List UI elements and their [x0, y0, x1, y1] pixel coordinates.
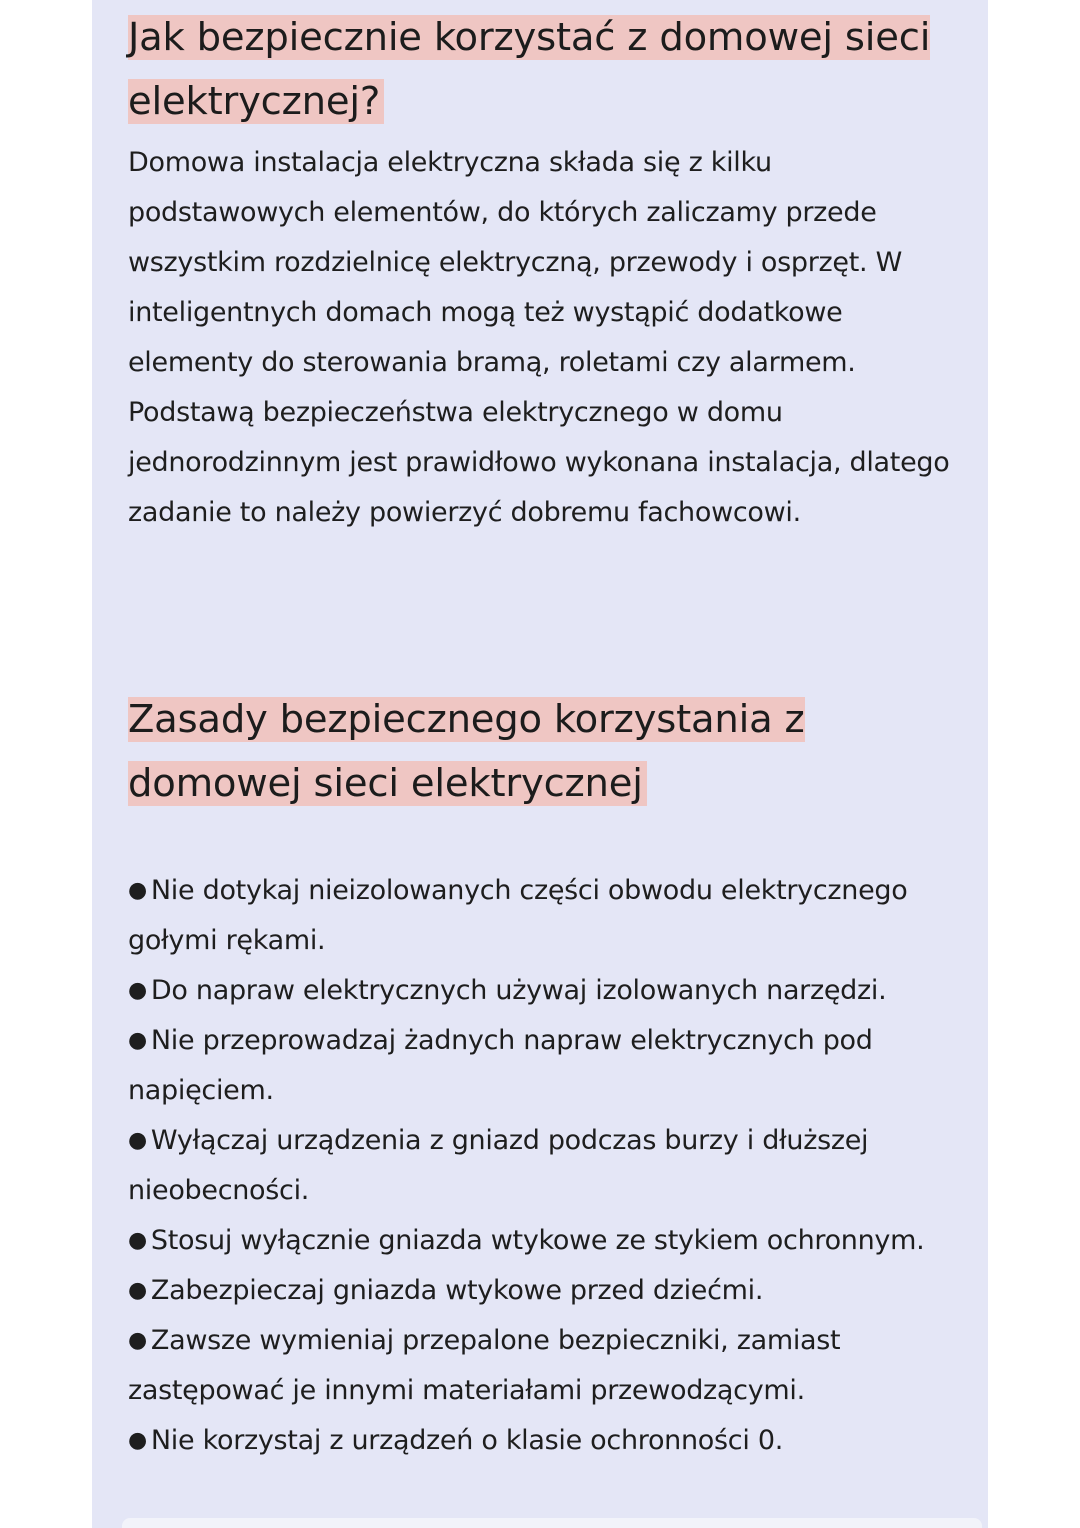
bullet-icon: ●	[128, 878, 147, 903]
list-item: ● Nie korzystaj z urządzeń o klasie ochronności 0.	[128, 1425, 783, 1456]
heading-highlight: Jak bezpiecznie korzystać z domowej sieci elektrycznej?	[128, 15, 931, 124]
intro-paragraph: Domowa instalacja elektryczna składa się z kilku podstawowych elementów, do których zaliczamy przede wszystkim rozdzielnicę elektryczną, przewody i osprzęt. W inteligentnych domach mogą też wystąpić dodatkowe elementy do sterowania bramą, roletami czy alarmem. Podstawą bezpieczeństwa elektrycznego w domu jednorodzinnym jest prawidłowo wykonana instalacja, dlatego zadanie to należy powierzyć dobremu fachowcowi.	[128, 147, 950, 528]
bullet-icon: ●	[128, 1228, 147, 1253]
list-item: ● Nie dotykaj nieizolowanych części obwodu elektrycznego gołymi rękami.	[128, 875, 908, 956]
bullet-icon: ●	[128, 1428, 147, 1453]
list-item: ● Do napraw elektrycznych używaj izolowanych narzędzi.	[128, 975, 887, 1006]
safety-rules-list	[128, 866, 958, 1466]
section-heading-safety-rules	[128, 688, 958, 816]
list-item: ● Zawsze wymieniaj przepalone bezpieczniki, zamiast zastępować je innymi materiałami przewodzącymi.	[128, 1325, 841, 1406]
list-item: ● Nie przeprowadzaj żadnych napraw elektrycznych pod napięciem.	[128, 1025, 873, 1106]
section-heading-safe-use	[128, 6, 958, 134]
next-card-edge	[122, 1518, 982, 1528]
bullet-icon: ●	[128, 1028, 147, 1053]
list-item: ● Stosuj wyłącznie gniazda wtykowe ze stykiem ochronnym.	[128, 1225, 925, 1256]
bullet-icon: ●	[128, 1128, 147, 1153]
document-page	[92, 0, 988, 1528]
list-item: ● Wyłączaj urządzenia z gniazd podczas burzy i dłuższej nieobecności.	[128, 1125, 869, 1206]
heading-highlight: Zasady bezpiecznego korzystania z domowej sieci elektrycznej	[128, 697, 805, 806]
bullet-icon: ●	[128, 1328, 147, 1353]
bullet-icon: ●	[128, 978, 147, 1003]
list-item: ● Zabezpieczaj gniazda wtykowe przed dziećmi.	[128, 1275, 764, 1306]
bullet-icon: ●	[128, 1278, 147, 1303]
